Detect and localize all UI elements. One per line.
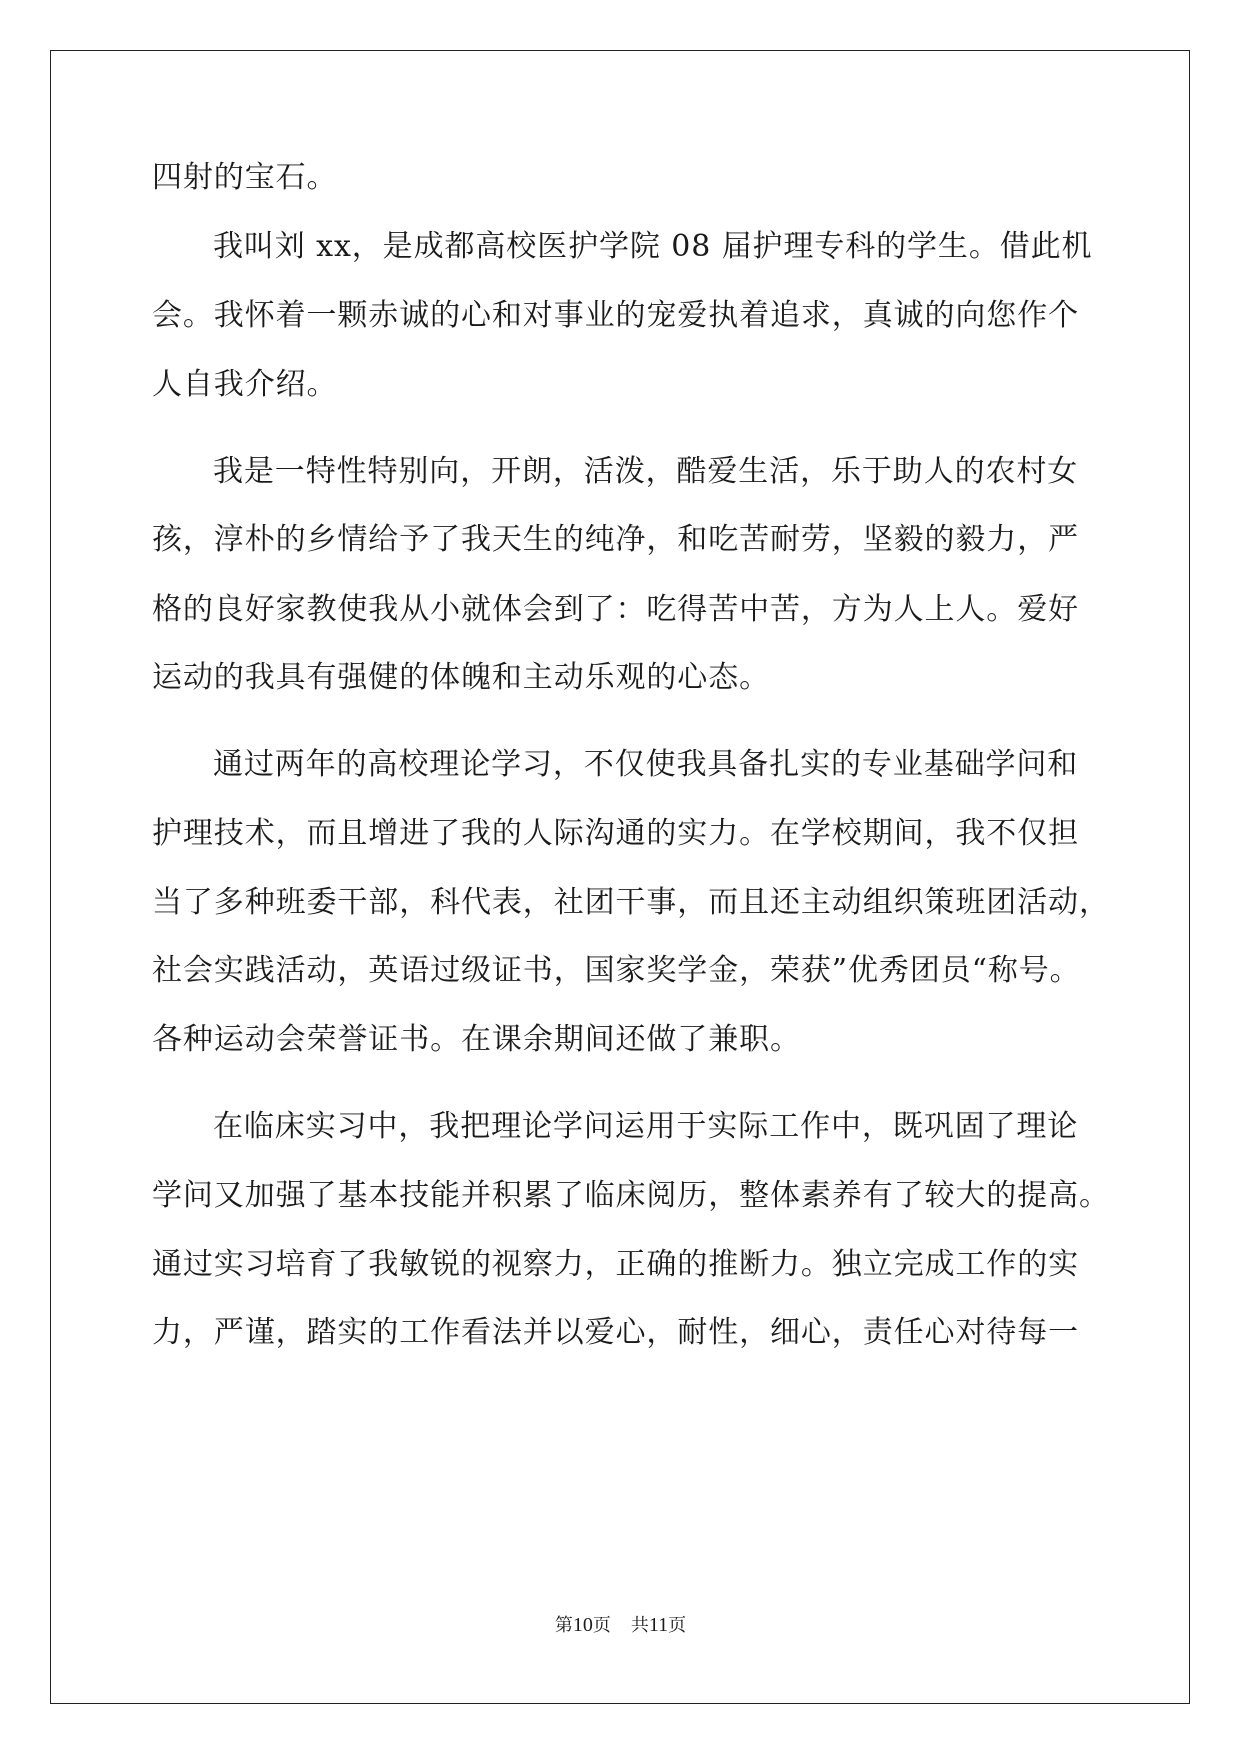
total-pages: 11 [648,1614,669,1636]
page-number: 10 [572,1614,593,1636]
text-line: 四射的宝石。 [152,160,338,195]
text-line: 力，严谨，踏实的工作看法并以爱心，耐性，细心，责任心对待每一 [152,1315,1079,1350]
text-line: 各种运动会荣誉证书。在课余期间还做了兼职。 [152,1022,801,1057]
text-line: 通过实习培育了我敏锐的视察力，正确的推断力。独立完成工作的实 [152,1247,1079,1282]
total-suffix: 页 [668,1615,687,1636]
text-line: 运动的我具有强健的体魄和主动乐观的心态。 [152,660,770,695]
text-line: 人自我介绍。 [152,367,338,402]
page-prefix: 第 [554,1615,573,1636]
text-line: 我叫刘 xx，是成都高校医护学院 08 届护理专科的学生。借此机 [213,229,1093,264]
text-line: 学问又加强了基本技能并积累了临床阅历，整体素养有了较大的提高。 [152,1178,1110,1213]
text-line: 当了多种班委干部，科代表，社团干事，而且还主动组织策班团活动， [152,885,1110,920]
text-line: 护理技术，而且增进了我的人际沟通的实力。在学校期间，我不仅担 [152,816,1079,851]
text-line: 我是一特性特别向，开朗，活泼，酷爱生活，乐于助人的农村女 [213,454,1079,489]
page-suffix: 页 [592,1615,611,1636]
text-line: 社会实践活动，英语过级证书，国家奖学金，荣获”优秀团员“称号。 [152,953,1081,988]
text-line: 格的良好家教使我从小就体会到了：吃得苦中苦，方为人上人。爱好 [152,592,1079,627]
page-footer [0,1613,1241,1638]
text-line: 孩，淳朴的乡情给予了我天生的纯净，和吃苦耐劳，坚毅的毅力，严 [152,522,1079,557]
text-line: 通过两年的高校理论学习，不仅使我具备扎实的专业基础学问和 [213,747,1079,782]
text-line: 在临床实习中，我把理论学问运用于实际工作中，既巩固了理论 [213,1109,1079,1144]
text-line: 会。我怀着一颗赤诚的心和对事业的宠爱执着追求，真诚的向您作个 [152,298,1079,333]
total-prefix: 共 [630,1615,649,1636]
